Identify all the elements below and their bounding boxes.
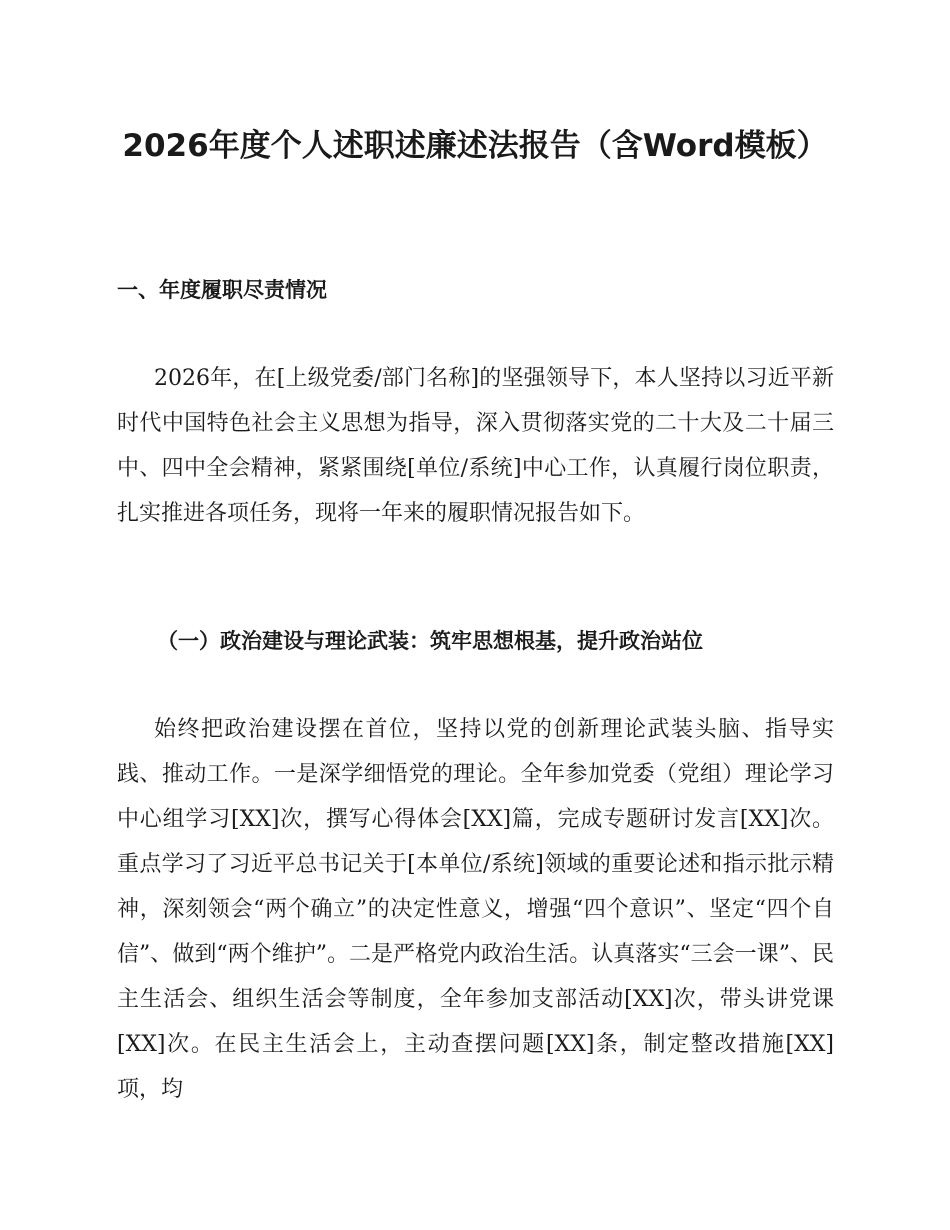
- document-title: 2026年度个人述职述廉述法报告（含Word模板）: [122, 128, 828, 164]
- subsection-heading-political-building: （一）政治建设与理论武装：筑牢思想根基，提升政治站位: [157, 628, 703, 653]
- subsection-body-paragraph: 始终把政治建设摆在首位，坚持以党的创新理论武装头脑、指导实践、推动工作。一是深学细悟党的理论。全年参加党委（党组）理论学习中心组学习[XX]次，撰写心得体会[XX]篇，完成专题研讨发言[XX]次。重点学习了习近平总书记关于[本单位/系统]领域的重要论述和指示批示精神，深刻领会“两个确立”的决定性意义，增强“四个意识”、坚定“四个自信”、做到“两个维护”。二是严格党内政治生活。认真落实“三会一课”、民主生活会、组织生活会等制度，全年参加支部活动[XX]次，带头讲党课[XX]次。在民主生活会上，主动查摆问题[XX]条，制定整改措施[XX]项，均: [117, 717, 834, 1102]
- section-intro-paragraph: 2026年，在[上级党委/部门名称]的坚强领导下，本人坚持以习近平新时代中国特色社会主义思想为指导，深入贯彻落实党的二十大及二十届三中、四中全会精神，紧紧围绕[单位/系统]中心工作，认真履行岗位职责，扎实推进各项任务，现将一年来的履职情况报告如下。: [117, 366, 834, 526]
- section-heading-annual-duties: 一、年度履职尽责情况: [117, 278, 327, 302]
